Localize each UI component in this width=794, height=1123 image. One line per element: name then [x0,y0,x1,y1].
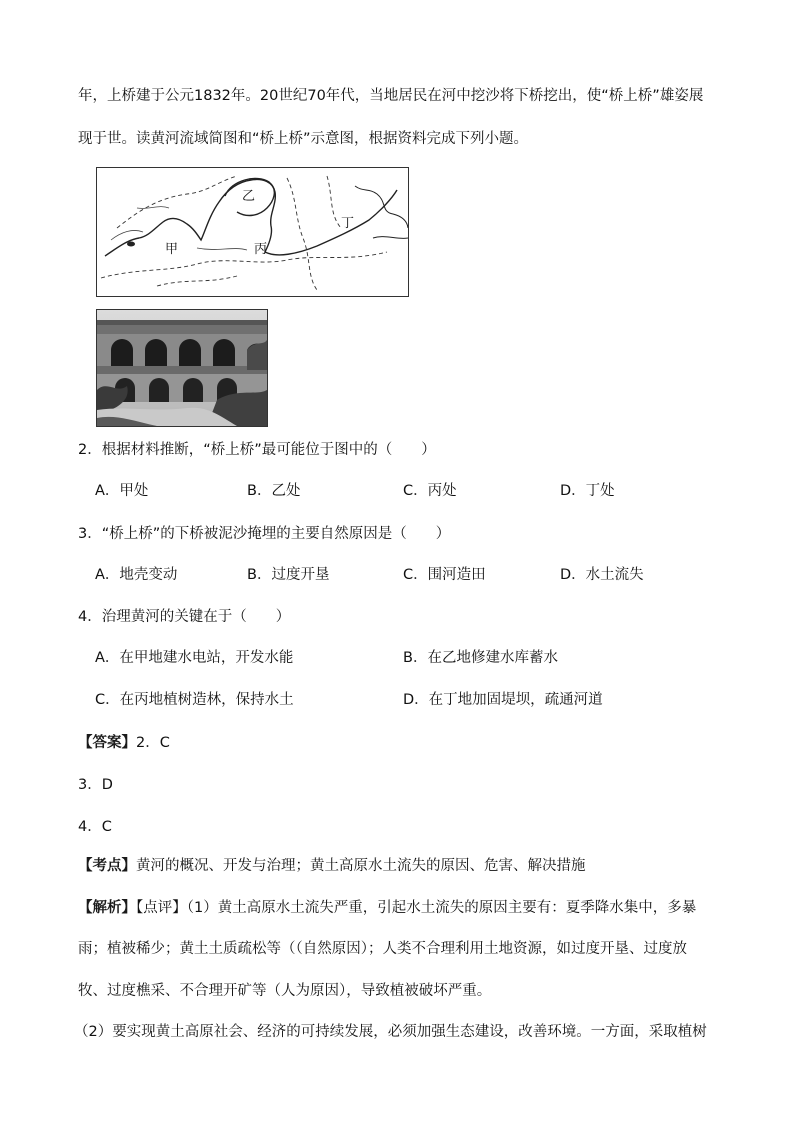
kaodian-text: 黄河的概况、开发与治理；黄土高原水土流失的原因、危害、解决措施 [136,858,586,874]
jiexi-line-2: 雨；植被稀少；黄土土质疏松等（（自然原因）；人类不合理利用土地资源，如过度开垦、过度放 [78,941,687,957]
intro-line-1: 年，上桥建于公元1832年。20世纪70年代，当地居民在河中挖沙将下桥挖出，使“桥上桥”雄姿展 [78,88,704,104]
map-label-ding: 丁 [341,216,355,231]
jiexi-line-3: 牧、过度樵采、不合理开矿等（人为原因），导致植被破坏严重。 [78,983,492,999]
map-label-yi: 乙 [242,189,256,204]
question-3-option-d[interactable]: D．水土流失 [560,567,644,583]
question-4-option-d[interactable]: D．在丁地加固堤坝，疏通河道 [403,692,603,708]
kaodian-line [78,856,728,876]
question-4-option-b[interactable]: B．在乙地修建水库蓄水 [403,650,558,666]
intro-line-2: 现于世。读黄河流域简图和“桥上桥”示意图，根据资料完成下列小题。 [78,131,529,147]
map-label-jia: 甲 [165,242,179,257]
question-2-stem: 2．根据材料推断，“桥上桥”最可能位于图中的（ ） [78,442,436,458]
question-4-stem: 4．治理黄河的关键在于（ ） [78,609,291,625]
question-3-option-a[interactable]: A．地壳变动 [95,567,178,583]
yellow-river-map [96,167,409,297]
question-2-option-b[interactable]: B．乙处 [247,483,301,499]
answer-line [78,733,728,753]
bridge-photo-drawing [97,310,267,426]
bridge-on-bridge-photo [96,309,268,427]
answer-tag: 【答案】 [78,735,136,751]
question-2-option-c[interactable]: C．丙处 [403,483,457,499]
jiexi-line-4: （2）要实现黄土高原社会、经济的可持续发展，必须加强生态建设，改善环境。一方面，采取植树 [74,1024,707,1040]
question-4-option-c[interactable]: C．在丙地植树造林，保持水土 [95,692,294,708]
jiexi-tag: 【解析】 [78,900,136,916]
question-3-stem: 3．“桥上桥”的下桥被泥沙掩埋的主要自然原因是（ ） [78,526,451,542]
question-3-option-b[interactable]: B．过度开垦 [247,567,330,583]
question-4-option-a[interactable]: A．在甲地建水电站，开发水能 [95,650,294,666]
map-label-bing: 丙 [254,242,268,257]
jiexi-line-1 [78,898,728,918]
jiexi-text-1: 【点评】（1）黄土高原水土流失严重，引起水土流失的原因主要有：夏季降水集中，多暴 [136,900,697,916]
question-2-option-d[interactable]: D．丁处 [560,483,615,499]
question-2-option-a[interactable]: A．甲处 [95,483,149,499]
answer-2: 2．C [136,735,170,751]
question-3-option-c[interactable]: C．围河造田 [403,567,486,583]
kaodian-tag: 【考点】 [78,858,136,874]
answer-3: 3．D [78,777,113,793]
answer-4: 4．C [78,819,112,835]
